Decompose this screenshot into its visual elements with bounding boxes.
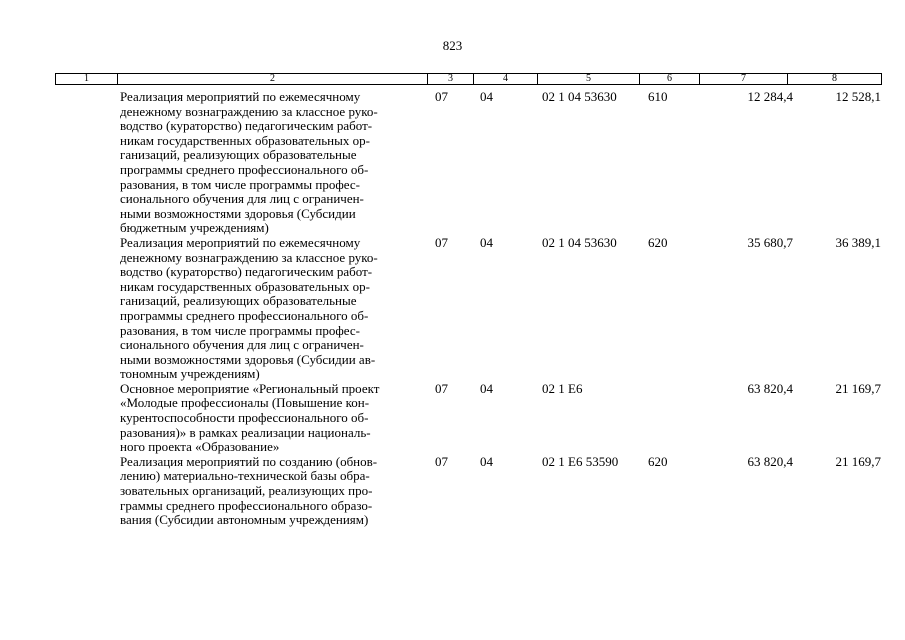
row-description [120, 382, 428, 455]
description-line: ными возможностями здоровья (Субсидии [120, 205, 356, 221]
column-number-5: 5 [538, 74, 640, 85]
row-description [120, 455, 428, 528]
description-line: Реализация мероприятий по ежемесячному [120, 89, 361, 104]
description-line: программы среднего профессионального об- [120, 307, 369, 323]
description-line: вания (Субсидии автономным учреждениям) [120, 512, 369, 528]
target-article-code: 02 1 04 53630 [542, 234, 617, 250]
description-line: Основное мероприятие «Региональный проект [120, 380, 380, 396]
amount-year-2: 21 169,7 [835, 453, 881, 469]
section-code: 07 [435, 89, 448, 104]
column-number-3: 3 [428, 74, 474, 85]
column-number-header [55, 73, 882, 85]
table-row [55, 382, 881, 455]
description-line: бюджетным учреждениям) [120, 220, 269, 236]
description-line: никам государственных образовательных ор- [120, 132, 370, 148]
budget-table-body [55, 90, 881, 528]
section-code: 07 [435, 234, 448, 250]
row-description [120, 90, 428, 236]
column-number-8: 8 [788, 74, 882, 85]
description-line: ганизаций, реализующих образовательные [120, 147, 357, 163]
description-line: денежному вознаграждению за классное руко- [120, 103, 378, 119]
page-number: 823 [442, 38, 463, 53]
target-article-code: 02 1 Е6 53590 [542, 453, 619, 469]
table-row [55, 236, 881, 382]
description-line: Реализация мероприятий по созданию (обнов- [120, 453, 378, 469]
expense-type-code: 610 [648, 89, 668, 104]
description-line: денежному вознаграждению за классное руко- [120, 249, 378, 265]
section-code: 07 [435, 380, 448, 396]
expense-type-code: 620 [648, 453, 668, 469]
row-description [120, 236, 428, 382]
column-number-2: 2 [118, 74, 428, 85]
description-line: разования, в том числе программы профес- [120, 322, 360, 338]
description-line: тономным учреждениям) [120, 366, 260, 382]
description-line: ганизаций, реализующих образовательные [120, 293, 357, 309]
subsection-code: 04 [480, 453, 493, 469]
amount-year-2: 21 169,7 [835, 380, 881, 396]
amount-year-1: 63 820,4 [747, 453, 793, 469]
description-line: сионального обучения для лиц с ограничен- [120, 191, 364, 207]
amount-year-1: 12 284,4 [747, 89, 793, 104]
target-article-code: 02 1 Е6 [542, 380, 583, 396]
amount-year-2: 36 389,1 [835, 234, 881, 250]
description-line: ными возможностями здоровья (Субсидии ав- [120, 351, 376, 367]
subsection-code: 04 [480, 380, 493, 396]
table-row [55, 455, 881, 528]
description-line: «Молодые профессионалы (Повышение кон- [120, 395, 370, 411]
description-line: никам государственных образовательных ор- [120, 278, 370, 294]
subsection-code: 04 [480, 234, 493, 250]
description-line: граммы среднего профессионального образо- [120, 497, 373, 513]
column-number-6: 6 [640, 74, 700, 85]
column-number-1: 1 [56, 74, 118, 85]
target-article-code: 02 1 04 53630 [542, 89, 617, 104]
description-line: Реализация мероприятий по ежемесячному [120, 234, 361, 250]
amount-year-1: 35 680,7 [747, 234, 793, 250]
description-line: водство (кураторство) педагогическим работ- [120, 264, 373, 280]
table-row [55, 90, 881, 236]
description-line: программы среднего профессионального об- [120, 161, 369, 177]
subsection-code: 04 [480, 89, 493, 104]
description-line: разования)» в рамках реализации националь- [120, 424, 371, 440]
amount-year-2: 12 528,1 [835, 89, 881, 104]
description-line: ного проекта «Образование» [120, 439, 280, 455]
expense-type-code: 620 [648, 234, 668, 250]
description-line: разования, в том числе программы профес- [120, 176, 360, 192]
description-line: сионального обучения для лиц с ограничен- [120, 337, 364, 353]
description-line: водство (кураторство) педагогическим работ- [120, 118, 373, 134]
column-number-4: 4 [474, 74, 538, 85]
description-line: лению) материально-технической базы обра- [120, 468, 370, 484]
amount-year-1: 63 820,4 [747, 380, 793, 396]
column-number-7: 7 [700, 74, 788, 85]
section-code: 07 [435, 453, 448, 469]
description-line: зовательных организаций, реализующих про- [120, 483, 373, 499]
description-line: курентоспособности профессионального об- [120, 410, 369, 426]
